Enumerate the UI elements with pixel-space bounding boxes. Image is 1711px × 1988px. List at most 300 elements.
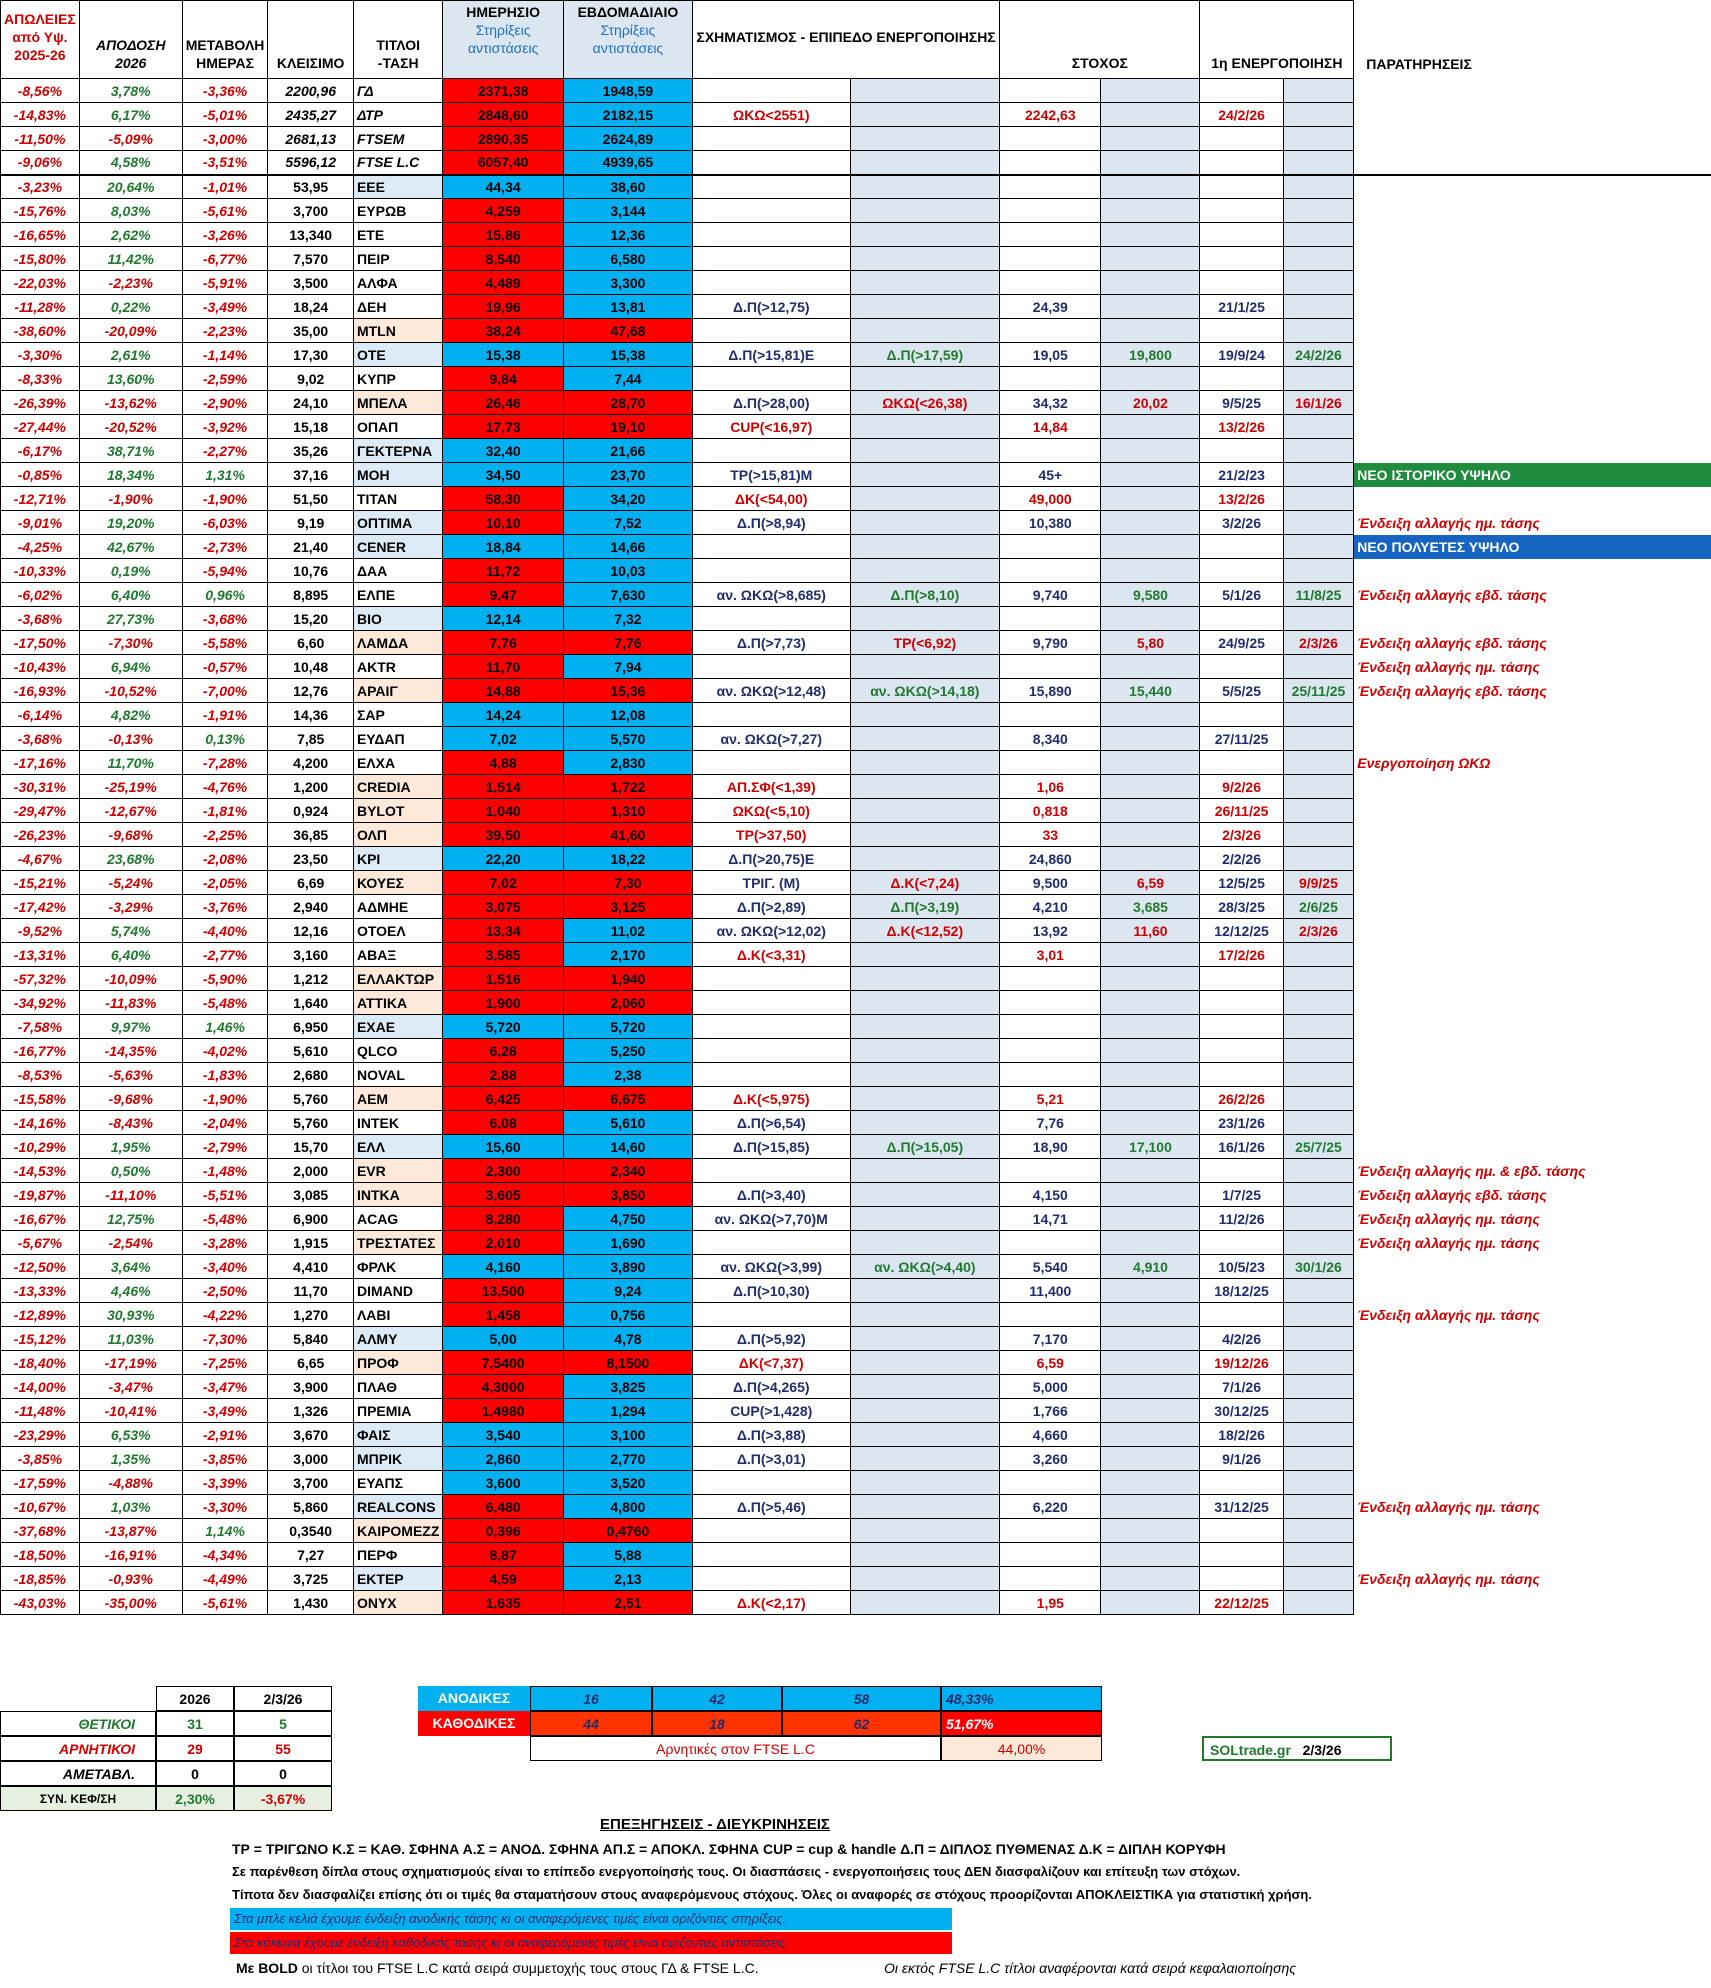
activation-weekly-cell: 24/2/26: [1283, 343, 1354, 367]
activation-daily-cell: [1200, 559, 1283, 583]
weekly-level-cell: 7,76: [563, 631, 692, 655]
target-weekly-cell: [1101, 175, 1200, 199]
change-cell: -3,68%: [182, 607, 268, 631]
ticker-cell: ΦΡΛΚ: [353, 1255, 442, 1279]
loss-cell: -3,23%: [1, 175, 80, 199]
close-cell: 7,85: [268, 727, 354, 751]
pattern-weekly-cell: [850, 967, 1000, 991]
loss-cell: -8,53%: [1, 1063, 80, 1087]
activation-weekly-cell: [1283, 1399, 1354, 1423]
change-cell: 0,13%: [182, 727, 268, 751]
target-weekly-cell: 5,80: [1101, 631, 1200, 655]
close-cell: 3,000: [268, 1447, 354, 1471]
pattern-weekly-cell: [850, 559, 1000, 583]
pattern-weekly-cell: [850, 703, 1000, 727]
activation-weekly-cell: [1283, 703, 1354, 727]
pattern-weekly-cell: [850, 463, 1000, 487]
header-daily-title: ΗΜΕΡΗΣΙΟ: [466, 4, 540, 20]
pattern-weekly-cell: [850, 103, 1000, 127]
activation-daily-cell: 19/9/24: [1200, 343, 1283, 367]
activation-daily-cell: 24/9/25: [1200, 631, 1283, 655]
weekly-level-cell: 4939,65: [563, 151, 692, 175]
target-weekly-cell: [1101, 1519, 1200, 1543]
pattern-weekly-cell: [850, 1015, 1000, 1039]
daily-level-cell: 13,500: [443, 1279, 563, 1303]
activation-daily-cell: [1200, 1567, 1283, 1591]
close-cell: 14,36: [268, 703, 354, 727]
note-cell: [1354, 103, 1711, 127]
return-cell: -9,68%: [79, 1087, 182, 1111]
loss-cell: -13,33%: [1, 1279, 80, 1303]
ticker-cell: ΓΔ: [353, 79, 442, 103]
target-daily-cell: 15,890: [1000, 679, 1101, 703]
target-daily-cell: 2242,63: [1000, 103, 1101, 127]
activation-weekly-cell: [1283, 775, 1354, 799]
pattern-weekly-cell: [850, 1423, 1000, 1447]
table-row: [1, 511, 1711, 535]
summary-negative-day: 55: [234, 1736, 332, 1761]
target-weekly-cell: 6,59: [1101, 871, 1200, 895]
pattern-daily-cell: αν. ΩΚΩ(>7,27): [692, 727, 850, 751]
trend-down-pct: 51,67%: [941, 1711, 1102, 1736]
activation-daily-cell: [1200, 175, 1283, 199]
weekly-level-cell: 3,520: [563, 1471, 692, 1495]
activation-daily-cell: 23/1/26: [1200, 1111, 1283, 1135]
target-weekly-cell: [1101, 751, 1200, 775]
return-cell: 19,20%: [79, 511, 182, 535]
return-cell: 27,73%: [79, 607, 182, 631]
close-cell: 5,610: [268, 1039, 354, 1063]
pattern-weekly-cell: [850, 1231, 1000, 1255]
activation-weekly-cell: [1283, 1543, 1354, 1567]
close-cell: 5,840: [268, 1327, 354, 1351]
target-weekly-cell: [1101, 727, 1200, 751]
weekly-level-cell: 4,78: [563, 1327, 692, 1351]
pattern-weekly-cell: Δ.Π(>8,10): [850, 583, 1000, 607]
ticker-cell: ΠΕΙΡ: [353, 247, 442, 271]
activation-daily-cell: 9/1/26: [1200, 1447, 1283, 1471]
header-weekly-sub: Στηρίξεις αντιστάσεις: [592, 22, 664, 56]
activation-weekly-cell: [1283, 1471, 1354, 1495]
note-cell: [1354, 1519, 1711, 1543]
return-cell: -10,52%: [79, 679, 182, 703]
activation-daily-cell: [1200, 607, 1283, 631]
trend-down-label: ΚΑΘΟΔΙΚΕΣ: [418, 1711, 530, 1736]
table-row: [1, 919, 1711, 943]
target-weekly-cell: 19,800: [1101, 343, 1200, 367]
pattern-daily-cell: [692, 535, 850, 559]
activation-weekly-cell: [1283, 247, 1354, 271]
target-daily-cell: 9,500: [1000, 871, 1101, 895]
close-cell: 3,700: [268, 1471, 354, 1495]
activation-daily-cell: [1200, 199, 1283, 223]
close-cell: 4,200: [268, 751, 354, 775]
close-cell: 15,20: [268, 607, 354, 631]
return-cell: 0,22%: [79, 295, 182, 319]
loss-cell: -23,29%: [1, 1423, 80, 1447]
weekly-level-cell: 3,890: [563, 1255, 692, 1279]
close-cell: 10,76: [268, 559, 354, 583]
close-cell: 3,085: [268, 1183, 354, 1207]
target-daily-cell: 18,90: [1000, 1135, 1101, 1159]
daily-level-cell: 4,489: [443, 271, 563, 295]
close-cell: 0,924: [268, 799, 354, 823]
weekly-level-cell: 8,1500: [563, 1351, 692, 1375]
table-row: [1, 823, 1711, 847]
note-cell: [1354, 847, 1711, 871]
table-row: [1, 535, 1711, 559]
activation-weekly-cell: [1283, 415, 1354, 439]
activation-daily-cell: [1200, 247, 1283, 271]
close-cell: 11,70: [268, 1279, 354, 1303]
pattern-weekly-cell: [850, 1207, 1000, 1231]
pattern-daily-cell: Δ.Π(>2,89): [692, 895, 850, 919]
pattern-daily-cell: [692, 367, 850, 391]
target-weekly-cell: [1101, 127, 1200, 151]
note-cell: Ένδειξη αλλαγής εβδ. τάσης: [1354, 1183, 1711, 1207]
ticker-cell: ΕΛΠΕ: [353, 583, 442, 607]
header-pattern: ΣΧΗΜΑΤΙΣΜΟΣ - ΕΠΙΠΕΔΟ ΕΝΕΡΓΟΠΟΙΗΣΗΣ: [692, 1, 999, 79]
table-row: [1, 223, 1711, 247]
target-daily-cell: 0,818: [1000, 799, 1101, 823]
summary-negative-label: ΑΡΝΗΤΙΚΟΙ: [0, 1736, 156, 1761]
loss-cell: -15,76%: [1, 199, 80, 223]
daily-level-cell: 8,87: [443, 1543, 563, 1567]
target-daily-cell: 6,59: [1000, 1351, 1101, 1375]
weekly-level-cell: 7,94: [563, 655, 692, 679]
target-daily-cell: 34,32: [1000, 391, 1101, 415]
table-row: [1, 151, 1711, 175]
return-cell: -9,68%: [79, 823, 182, 847]
pattern-weekly-cell: ΤΡ(<6,92): [850, 631, 1000, 655]
pattern-weekly-cell: [850, 607, 1000, 631]
note-cell: [1354, 127, 1711, 151]
note-cell: Ένδειξη αλλαγής ημ. τάσης: [1354, 1231, 1711, 1255]
loss-cell: -27,44%: [1, 415, 80, 439]
activation-weekly-cell: [1283, 127, 1354, 151]
pattern-weekly-cell: [850, 943, 1000, 967]
loss-cell: -3,85%: [1, 1447, 80, 1471]
note-cell: [1354, 991, 1711, 1015]
return-cell: -35,00%: [79, 1591, 182, 1615]
ticker-cell: ΤΙΤΑΝ: [353, 487, 442, 511]
loss-cell: -6,02%: [1, 583, 80, 607]
target-weekly-cell: [1101, 991, 1200, 1015]
activation-weekly-cell: [1283, 487, 1354, 511]
return-cell: 11,70%: [79, 751, 182, 775]
change-cell: -3,30%: [182, 1495, 268, 1519]
change-cell: -3,39%: [182, 1471, 268, 1495]
daily-level-cell: 14,88: [443, 679, 563, 703]
target-daily-cell: [1000, 1063, 1101, 1087]
pattern-weekly-cell: [850, 415, 1000, 439]
weekly-level-cell: 15,38: [563, 343, 692, 367]
table-row: [1, 1159, 1711, 1183]
table-row: [1, 103, 1711, 127]
pattern-weekly-cell: [850, 199, 1000, 223]
target-weekly-cell: [1101, 823, 1200, 847]
pattern-weekly-cell: [850, 1519, 1000, 1543]
target-daily-cell: 13,92: [1000, 919, 1101, 943]
close-cell: 6,60: [268, 631, 354, 655]
target-daily-cell: [1000, 967, 1101, 991]
target-daily-cell: [1000, 79, 1101, 103]
header-close: ΚΛΕΙΣΙΜΟ: [268, 1, 354, 79]
close-cell: 18,24: [268, 295, 354, 319]
close-cell: 37,16: [268, 463, 354, 487]
daily-level-cell: 3,075: [443, 895, 563, 919]
daily-level-cell: 6,28: [443, 1039, 563, 1063]
activation-weekly-cell: 16/1/26: [1283, 391, 1354, 415]
change-cell: -7,25%: [182, 1351, 268, 1375]
weekly-level-cell: 2,830: [563, 751, 692, 775]
ticker-cell: ΕΥΑΠΣ: [353, 1471, 442, 1495]
return-cell: -0,13%: [79, 727, 182, 751]
target-weekly-cell: [1101, 199, 1200, 223]
target-weekly-cell: [1101, 1375, 1200, 1399]
pattern-weekly-cell: [850, 847, 1000, 871]
ticker-cell: ΕΛΛ: [353, 1135, 442, 1159]
weekly-level-cell: 2,51: [563, 1591, 692, 1615]
pattern-daily-cell: [692, 1567, 850, 1591]
pattern-daily-cell: [692, 655, 850, 679]
weekly-level-cell: 1,690: [563, 1231, 692, 1255]
table-row: [1, 1135, 1711, 1159]
note-cell: [1354, 343, 1711, 367]
weekly-level-cell: 7,630: [563, 583, 692, 607]
target-weekly-cell: [1101, 799, 1200, 823]
return-cell: -5,24%: [79, 871, 182, 895]
pattern-daily-cell: ΤΡΙΓ. (Μ): [692, 871, 850, 895]
change-cell: -4,34%: [182, 1543, 268, 1567]
return-cell: -14,35%: [79, 1039, 182, 1063]
ticker-cell: ΕΛΧΑ: [353, 751, 442, 775]
target-weekly-cell: [1101, 1447, 1200, 1471]
legend-title: ΕΠΕΞΗΓΗΣΕΙΣ - ΔΙΕΥΚΡΙΝΗΣΕΙΣ: [600, 1816, 830, 1833]
note-cell: [1354, 151, 1711, 175]
pattern-daily-cell: [692, 271, 850, 295]
pattern-daily-cell: [692, 1231, 850, 1255]
daily-level-cell: 10,10: [443, 511, 563, 535]
table-row: [1, 559, 1711, 583]
close-cell: 3,900: [268, 1375, 354, 1399]
pattern-daily-cell: [692, 1039, 850, 1063]
activation-daily-cell: [1200, 1063, 1283, 1087]
activation-weekly-cell: 9/9/25: [1283, 871, 1354, 895]
target-daily-cell: 9,790: [1000, 631, 1101, 655]
note-cell: [1354, 367, 1711, 391]
trend-down-daily: 44: [530, 1711, 652, 1736]
trend-up-pct: 48,33%: [941, 1686, 1102, 1711]
note-cell: [1354, 1135, 1711, 1159]
loss-cell: -6,14%: [1, 703, 80, 727]
note-cell: [1354, 727, 1711, 751]
target-weekly-cell: [1101, 1543, 1200, 1567]
loss-cell: -9,52%: [1, 919, 80, 943]
ticker-cell: ΙΝΤΕΚ: [353, 1111, 442, 1135]
activation-daily-cell: [1200, 439, 1283, 463]
table-row: [1, 1111, 1711, 1135]
return-cell: 0,50%: [79, 1159, 182, 1183]
target-daily-cell: [1000, 199, 1101, 223]
pattern-weekly-cell: ΩΚΩ(<26,38): [850, 391, 1000, 415]
activation-daily-cell: [1200, 751, 1283, 775]
pattern-daily-cell: Δ.Π(>3,01): [692, 1447, 850, 1471]
stock-rows: [1, 79, 1711, 1615]
target-daily-cell: 3,01: [1000, 943, 1101, 967]
pattern-daily-cell: αν. ΩΚΩ(>7,70)Μ: [692, 1207, 850, 1231]
note-cell: [1354, 823, 1711, 847]
table-row: [1, 1567, 1711, 1591]
activation-weekly-cell: [1283, 1279, 1354, 1303]
note-cell: [1354, 415, 1711, 439]
close-cell: 1,200: [268, 775, 354, 799]
close-cell: 5,860: [268, 1495, 354, 1519]
activation-weekly-cell: 2/3/26: [1283, 631, 1354, 655]
weekly-level-cell: 9,24: [563, 1279, 692, 1303]
close-cell: 6,65: [268, 1351, 354, 1375]
target-daily-cell: [1000, 1015, 1101, 1039]
activation-weekly-cell: [1283, 751, 1354, 775]
target-weekly-cell: [1101, 415, 1200, 439]
activation-daily-cell: 31/12/25: [1200, 1495, 1283, 1519]
change-cell: 1,14%: [182, 1519, 268, 1543]
activation-weekly-cell: [1283, 727, 1354, 751]
pattern-weekly-cell: [850, 127, 1000, 151]
change-cell: -1,01%: [182, 175, 268, 199]
daily-level-cell: 15,38: [443, 343, 563, 367]
weekly-level-cell: 7,52: [563, 511, 692, 535]
note-cell: [1354, 703, 1711, 727]
legend-bold-note: [236, 1960, 759, 1976]
pattern-weekly-cell: [850, 751, 1000, 775]
note-cell: [1354, 391, 1711, 415]
activation-weekly-cell: [1283, 1591, 1354, 1615]
note-cell: Ένδειξη αλλαγής ημ. τάσης: [1354, 655, 1711, 679]
return-cell: 13,60%: [79, 367, 182, 391]
pattern-daily-cell: [692, 703, 850, 727]
daily-level-cell: 9,47: [443, 583, 563, 607]
weekly-level-cell: 1,294: [563, 1399, 692, 1423]
pattern-daily-cell: Δ.Π(>5,92): [692, 1327, 850, 1351]
close-cell: 1,640: [268, 991, 354, 1015]
pattern-weekly-cell: [850, 1183, 1000, 1207]
loss-cell: -7,58%: [1, 1015, 80, 1039]
return-cell: 5,74%: [79, 919, 182, 943]
pattern-weekly-cell: [850, 799, 1000, 823]
target-daily-cell: [1000, 559, 1101, 583]
brand-date: 2/3/26: [1302, 1742, 1342, 1758]
activation-weekly-cell: [1283, 535, 1354, 559]
change-cell: -5,01%: [182, 103, 268, 127]
pattern-daily-cell: ΤΡ(>15,81)Μ: [692, 463, 850, 487]
activation-daily-cell: 18/12/25: [1200, 1279, 1283, 1303]
pattern-weekly-cell: [850, 1351, 1000, 1375]
daily-level-cell: 1,516: [443, 967, 563, 991]
return-cell: -20,52%: [79, 415, 182, 439]
ticker-cell: ΣΑΡ: [353, 703, 442, 727]
loss-cell: -12,89%: [1, 1303, 80, 1327]
change-cell: -2,73%: [182, 535, 268, 559]
table-row: [1, 871, 1711, 895]
activation-daily-cell: 3/2/26: [1200, 511, 1283, 535]
target-weekly-cell: [1101, 1183, 1200, 1207]
change-cell: -4,49%: [182, 1567, 268, 1591]
close-cell: 36,85: [268, 823, 354, 847]
change-cell: -6,03%: [182, 511, 268, 535]
weekly-level-cell: 5,570: [563, 727, 692, 751]
pattern-weekly-cell: [850, 1399, 1000, 1423]
daily-level-cell: 7,02: [443, 727, 563, 751]
loss-cell: -3,68%: [1, 727, 80, 751]
target-weekly-cell: [1101, 1471, 1200, 1495]
target-daily-cell: [1000, 1471, 1101, 1495]
brand-box: [1202, 1736, 1392, 1761]
return-cell: 20,64%: [79, 175, 182, 199]
target-daily-cell: [1000, 1039, 1101, 1063]
change-cell: -1,91%: [182, 703, 268, 727]
target-daily-cell: [1000, 247, 1101, 271]
target-weekly-cell: [1101, 1567, 1200, 1591]
daily-level-cell: 1,4980: [443, 1399, 563, 1423]
target-weekly-cell: [1101, 247, 1200, 271]
return-cell: 8,03%: [79, 199, 182, 223]
weekly-level-cell: 2,13: [563, 1567, 692, 1591]
target-daily-cell: [1000, 703, 1101, 727]
weekly-level-cell: 1,722: [563, 775, 692, 799]
target-daily-cell: 11,400: [1000, 1279, 1101, 1303]
loss-cell: -0,85%: [1, 463, 80, 487]
pattern-daily-cell: Δ.Π(>28,00): [692, 391, 850, 415]
ticker-cell: CREDIA: [353, 775, 442, 799]
table-row: [1, 1303, 1711, 1327]
ticker-cell: BYLOT: [353, 799, 442, 823]
note-cell: [1354, 1039, 1711, 1063]
daily-level-cell: 34,50: [443, 463, 563, 487]
summary-cap-day: -3,67%: [234, 1786, 332, 1811]
pattern-daily-cell: Δ.Π(>12,75): [692, 295, 850, 319]
daily-level-cell: 15,86: [443, 223, 563, 247]
activation-daily-cell: [1200, 535, 1283, 559]
ticker-cell: ΚΟΥΕΣ: [353, 871, 442, 895]
weekly-level-cell: 41,60: [563, 823, 692, 847]
change-cell: 0,96%: [182, 583, 268, 607]
table-row: [1, 1471, 1711, 1495]
activation-weekly-cell: [1283, 79, 1354, 103]
header-weekly: [563, 1, 692, 79]
note-cell: [1354, 1327, 1711, 1351]
return-cell: 6,53%: [79, 1423, 182, 1447]
daily-level-cell: 14,24: [443, 703, 563, 727]
return-cell: -13,87%: [79, 1519, 182, 1543]
daily-level-cell: 4,160: [443, 1255, 563, 1279]
change-cell: -2,25%: [182, 823, 268, 847]
ticker-cell: ΦΑΙΣ: [353, 1423, 442, 1447]
return-cell: -3,29%: [79, 895, 182, 919]
ticker-cell: ΟΛΠ: [353, 823, 442, 847]
return-cell: -25,19%: [79, 775, 182, 799]
ticker-cell: ΕΥΡΩΒ: [353, 199, 442, 223]
pattern-weekly-cell: αν. ΩΚΩ(>14,18): [850, 679, 1000, 703]
note-cell: Ένδειξη αλλαγής ημ. τάσης: [1354, 1303, 1711, 1327]
return-cell: -5,63%: [79, 1063, 182, 1087]
ticker-cell: ΟΤΟΕΛ: [353, 919, 442, 943]
activation-daily-cell: [1200, 367, 1283, 391]
note-cell: [1354, 487, 1711, 511]
summary-unchanged-2026: 0: [156, 1761, 234, 1786]
loss-cell: -10,29%: [1, 1135, 80, 1159]
loss-cell: -15,80%: [1, 247, 80, 271]
